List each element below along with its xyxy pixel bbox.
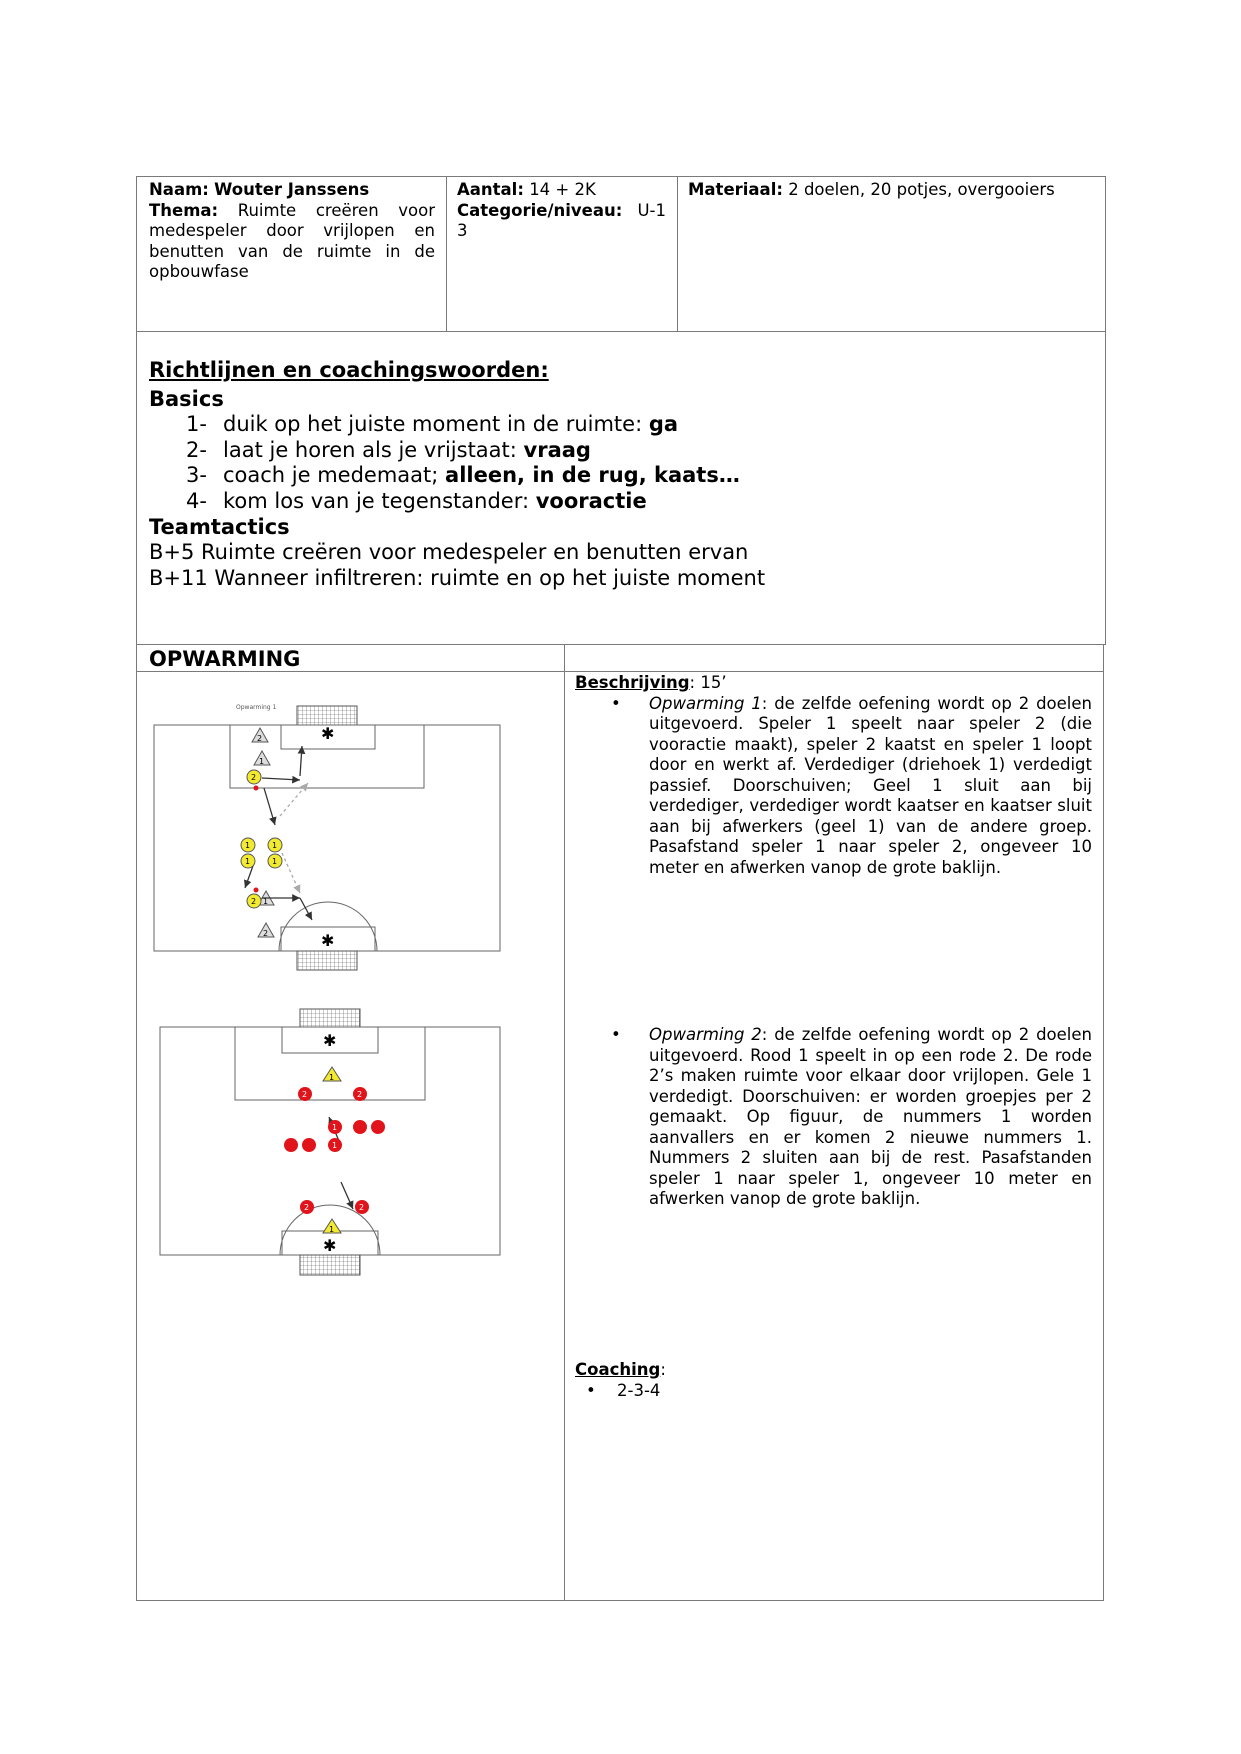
svg-text:1: 1 [245,841,251,850]
section-title: OPWARMING [149,647,301,671]
basics-item-text: coach je medemaat; [223,463,446,487]
drill2-cell [575,1025,1092,1210]
categorie-label: Categorie/niveau: [457,200,623,220]
coaching-label: Coaching [575,1360,661,1379]
basics-item-text: laat je horen als je vrijstaat: [223,437,524,462]
beschrijving-value: : 15’ [689,673,727,692]
basics-item-text: duik op het juiste moment in de ruimte: [223,412,649,436]
coaching-colon: : [660,1360,666,1379]
bullet-icon: • [611,693,621,713]
svg-text:1: 1 [332,1141,338,1150]
yellow-players [241,770,282,908]
naam-label: Naam: [149,180,209,199]
diagram1-caption: Opwarming 1 [236,704,277,711]
basics-item-keyword: vooractie [535,488,647,513]
header-naam-thema-cell [149,180,435,283]
basics-item-number: 3- [186,463,207,487]
basics-item [186,463,1089,489]
naam-value: Wouter Janssens [214,180,370,199]
svg-text:1: 1 [272,857,278,866]
basics-item [186,412,1089,438]
svg-text:1: 1 [263,897,269,906]
drill1-title: Opwarming 1 [649,693,762,713]
basics-item [186,438,1089,464]
drill2-text: : de zelfde oefening wordt op 2 doelen uitgevoerd. Rood 1 speelt in op een rode 2. De rode 2’s maken ruimte voor elkaar door vrijlopen. Gele 1 verdedigt. Doorschuiven: er worden groepjes per 2 gemaakt. Op figuur, de nummers 1 worden aanvallers en er komen 2 nieuwe nummers 1. Nummers 2 sluiten aan bij de rest. Pasafstanden speler 1 naar speler 1, ongeveer 10 meter en afwerken vanop de grote baklijn. [649,1025,1092,1208]
goalkeeper-icon: ✱ [323,1031,337,1050]
drill2-title: Opwarming 2 [649,1025,762,1044]
diagram-opwarming-2 [155,1005,505,1281]
goalkeeper-icon: ✱ [323,1236,337,1255]
svg-text:1: 1 [329,1225,335,1234]
ball [254,888,259,893]
svg-text:2: 2 [304,1203,310,1212]
svg-text:1: 1 [332,1123,338,1132]
basics-item-keyword: vraag [523,437,591,462]
goalkeeper-icon: ✱ [321,724,335,743]
teamtactics-item: B+11 Wanneer infiltreren: ruimte en op het juiste moment [149,565,766,590]
materiaal-value: 2 doelen, 20 potjes, overgooiers [788,180,1055,199]
basics-item [186,489,1089,515]
categorie-value: U-13 [457,200,666,240]
header-aantal-categorie-cell [457,180,665,242]
basics-item-text: kom los van je tegenstander: [223,488,536,513]
basics-list [149,412,1089,514]
field-outline [154,725,500,951]
basics-item-number: 1- [186,412,207,436]
svg-text:1: 1 [272,841,278,850]
materiaal-label: Materiaal: [688,180,783,199]
svg-text:1: 1 [329,1073,335,1082]
diagram-opwarming-1 [150,698,510,980]
guidelines-cell [149,357,1089,591]
goal-top [300,1009,360,1027]
drill1-text: : de zelfde oefening wordt op 2 doelen uitgevoerd. Speler 1 speelt naar speler 2 (die vooractie maakt), speler 2 kaatst en speler 1 loopt door en werkt af. Verdediger (driehoek 1) verdedigt passief. Doorschuiven; Geel 1 sluit aan bij verdediger, verdediger wordt kaatser en kaatser sluit aan bij afwerkers (geel 1) van de andere groep. Pasafstand speler 1 naar speler 2, ongeveer 10 meter en afwerken vanop de grote baklijn. [649,693,1092,877]
basics-item-number: 4- [186,488,207,513]
goal-bottom [297,951,357,970]
aantal-value: 14 + 2K [529,180,596,199]
svg-text:1: 1 [245,857,251,866]
basics-title: Basics [149,387,224,411]
red-players [284,1087,385,1214]
teamtactics-item: B+5 Ruimte creëren voor medespeler en benutten ervan [149,540,749,564]
coaching-item [575,1381,1092,1402]
aantal-label: Aantal: [457,180,524,199]
coaching-item-text: 2-3-4 [617,1380,661,1400]
guidelines-title: Richtlijnen en coachingswoorden: [149,358,549,382]
teamtactics-title: Teamtactics [149,515,290,539]
ball [254,786,259,791]
svg-text:2: 2 [251,897,257,906]
beschrijving-label: Beschrijving [575,673,690,692]
description-cell [575,673,1092,878]
basics-item-keyword: ga [648,412,679,436]
drill2-item [575,1025,1092,1210]
svg-text:1: 1 [259,757,265,766]
drill1-item [575,694,1092,879]
basics-item-keyword: alleen, in de rug, kaats… [445,463,740,487]
svg-text:2: 2 [263,929,269,938]
goal-bottom [300,1255,360,1275]
bullet-icon: • [586,1380,596,1400]
coaching-cell [575,1360,1092,1401]
svg-text:2: 2 [302,1090,308,1099]
thema-value: Ruimte creëren voor medespeler door vrijlopen en benutten van de ruimte in de opbouwfase [149,200,436,281]
thema-label: Thema: [149,200,219,220]
bullet-icon: • [611,1025,621,1044]
svg-text:2: 2 [359,1203,365,1212]
basics-item-number: 2- [186,437,207,462]
svg-text:2: 2 [357,1090,363,1099]
svg-text:2: 2 [257,734,263,743]
goalkeeper-icon: ✱ [321,931,335,950]
header-materiaal-cell [688,180,1098,201]
svg-text:2: 2 [251,773,257,782]
goal-top [297,706,357,725]
